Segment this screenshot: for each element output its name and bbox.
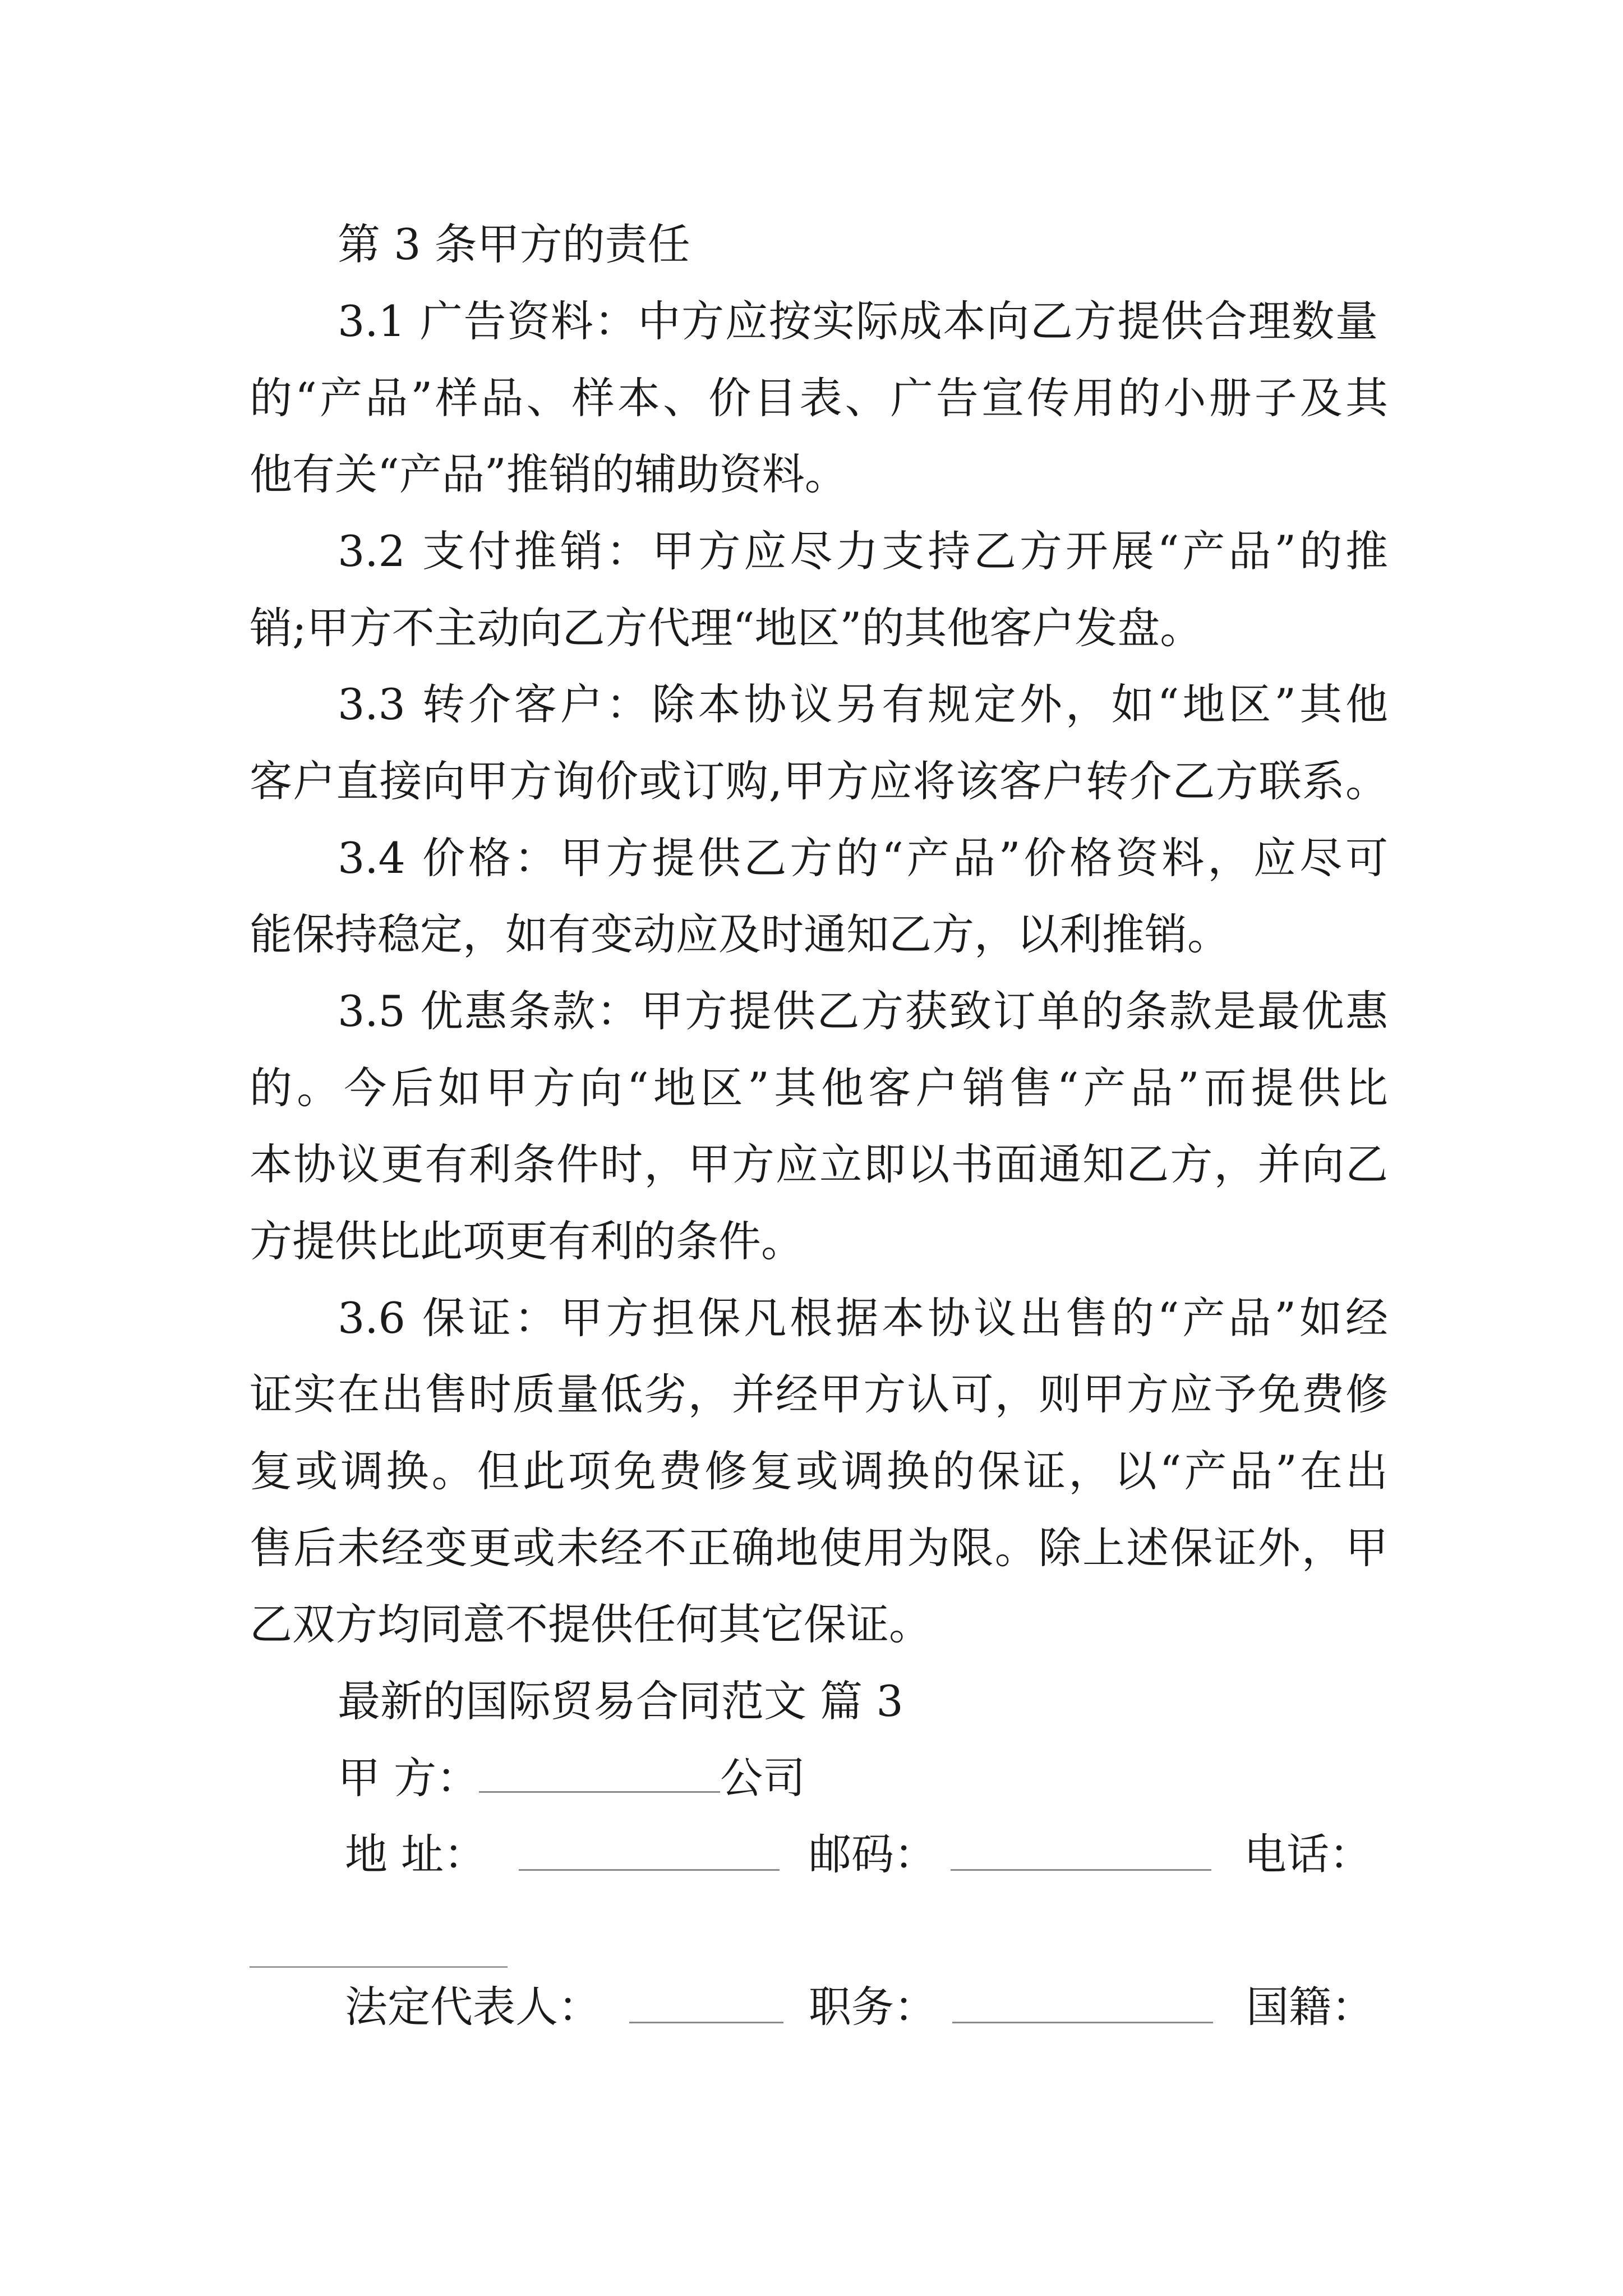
clause-3-6-line-5: 乙双方均同意不提供任何其它保证。 (250, 1599, 932, 1649)
clause-3-6-line-4: 售后未经变更或未经不正确地使用为限。除上述保证外，甲 (250, 1523, 1388, 1573)
postcode-field[interactable] (951, 1835, 1211, 1871)
clause-3-2-line-1: 3.2 支付推销：甲方应尽力支持乙方开展“产品”的推 (338, 526, 1388, 576)
address-field[interactable] (519, 1835, 780, 1871)
position-label: 职务： (809, 1982, 937, 2032)
party-a-row (338, 1753, 806, 1803)
representative-label: 法定代表人： (345, 1982, 601, 2032)
clause-3-1-line-2: 的“产品”样品、样本、价目表、广告宣传用的小册子及其 (250, 373, 1388, 423)
nationality-label: 国籍： (1246, 1982, 1374, 2032)
clause-3-5-line-3: 本协议更有利条件时，甲方应立即以书面通知乙方，并向乙 (250, 1139, 1388, 1189)
phone-field[interactable] (250, 1966, 508, 1968)
clause-3-3-line-1: 3.3 转介客户：除本协议另有规定外，如“地区”其他 (338, 679, 1388, 729)
address-label: 地 址： (345, 1829, 487, 1879)
clause-3-6-line-3: 复或调换。但此项免费修复或调换的保证，以“产品”在出 (250, 1446, 1388, 1496)
party-a-label: 甲 方： (338, 1753, 479, 1803)
clause-3-6-line-1: 3.6 保证：甲方担保凡根据本协议出售的“产品”如经 (338, 1293, 1388, 1343)
template-title: 最新的国际贸易合同范文 篇 3 (338, 1676, 903, 1726)
postcode-label: 邮码： (809, 1829, 937, 1879)
clause-3-3-line-2: 客户直接向甲方询价或订购,甲方应将该客户转介乙方联系。 (250, 756, 1388, 806)
clause-3-5-line-1: 3.5 优惠条款：甲方提供乙方获致订单的条款是最优惠 (338, 986, 1388, 1036)
position-field[interactable] (952, 1988, 1213, 2023)
clause-3-1-line-3: 他有关“产品”推销的辅助资料。 (250, 449, 847, 499)
representative-field[interactable] (629, 1988, 783, 2023)
section-heading: 第 3 条甲方的责任 (338, 219, 690, 269)
clause-3-4-line-2: 能保持稳定，如有变动应及时通知乙方，以利推销。 (250, 909, 1230, 959)
clause-3-5-line-2: 的。今后如甲方向“地区”其他客户销售“产品”而提供比 (250, 1063, 1388, 1113)
party-a-name-field[interactable] (479, 1757, 720, 1793)
clause-3-6-line-2: 证实在出售时质量低劣，并经甲方认可，则甲方应予免费修 (250, 1369, 1388, 1419)
clause-3-5-line-4: 方提供比此项更有利的条件。 (250, 1216, 804, 1266)
clause-3-2-line-2: 销;甲方不主动向乙方代理“地区”的其他客户发盘。 (250, 603, 1203, 653)
party-a-suffix: 公司 (720, 1753, 806, 1803)
clause-3-1-line-1: 3.1 广告资料：中方应按实际成本向乙方提供合理数量 (338, 296, 1378, 346)
clause-3-4-line-1: 3.4 价格：甲方提供乙方的“产品”价格资料，应尽可 (338, 833, 1388, 883)
phone-label: 电话： (1244, 1829, 1372, 1879)
